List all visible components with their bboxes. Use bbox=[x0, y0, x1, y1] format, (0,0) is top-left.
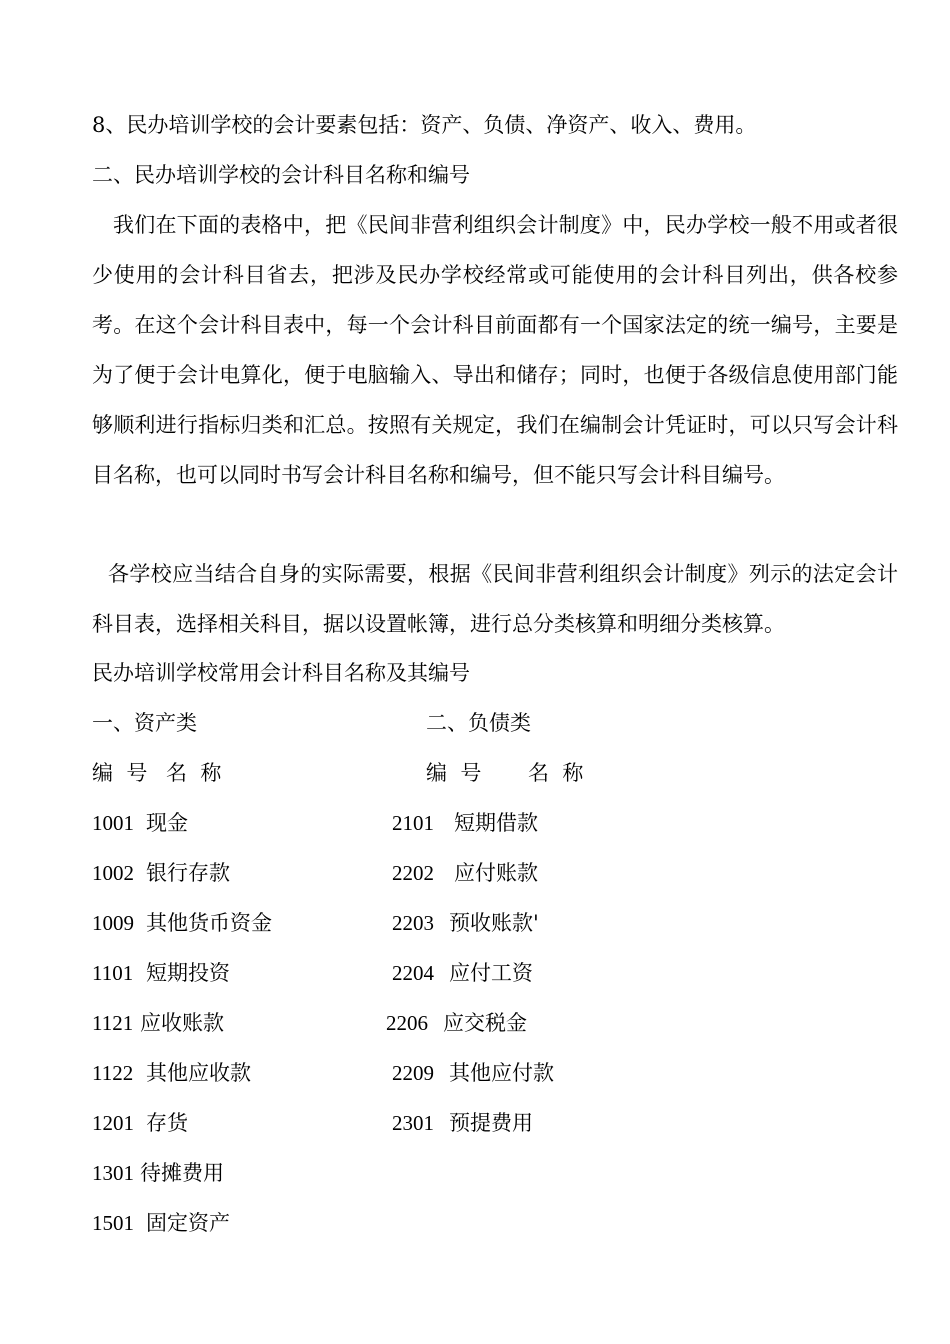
liability-code: 2206 bbox=[386, 1011, 428, 1035]
asset-name: 银行存款 bbox=[146, 861, 230, 885]
asset-code: 1101 bbox=[92, 961, 134, 985]
asset-name: 其他应收款 bbox=[146, 1061, 251, 1085]
assets-category-heading: 一、资产类 bbox=[92, 711, 197, 735]
liability-code: 2204 bbox=[392, 961, 434, 985]
asset-code: 1121 bbox=[92, 1011, 134, 1035]
assets-name-header: 名 称 bbox=[166, 761, 222, 785]
liability-name: 应付账款 bbox=[454, 861, 538, 885]
asset-name: 应收账款 bbox=[140, 1011, 224, 1035]
asset-name: 固定资产 bbox=[146, 1211, 230, 1235]
asset-name: 短期投资 bbox=[146, 961, 230, 985]
asset-name: 其他货币资金 bbox=[146, 911, 272, 935]
asset-code: 1501 bbox=[92, 1211, 134, 1235]
liability-code: 2203 bbox=[392, 911, 434, 935]
liability-code: 2301 bbox=[392, 1111, 434, 1135]
asset-code: 1001 bbox=[92, 811, 134, 835]
liability-name: 其他应付款 bbox=[449, 1061, 554, 1085]
section-2-title: 二、民办培训学校的会计科目名称和编号 bbox=[92, 163, 470, 187]
asset-name: 现金 bbox=[146, 811, 188, 835]
asset-code: 1002 bbox=[92, 861, 134, 885]
paragraph-1: 我们在下面的表格中，把《民间非营利组织会计制度》中，民办学校一般不用或者很少使用的会计科目省去，把涉及民办学校经常或可能使用的会计科目列出，供各校参考。在这个会计科目表中，每一个会计科目前面都有一个国家法定的统一编号，主要是为了便于会计电算化，便于电脑输入、导出和储存；同时，也便于各级信息使用部门能够顺利进行指标归类和汇总。按照有关规定，我们在编制会计凭证时，可以只写会计科目名称，也可以同时书写会计科目名称和编号，但不能只写会计科目编号。 bbox=[92, 213, 898, 487]
table-title: 民办培训学校常用会计科目名称及其编号 bbox=[92, 661, 470, 685]
liability-code: 2209 bbox=[392, 1061, 434, 1085]
asset-code: 1201 bbox=[92, 1111, 134, 1135]
liabilities-code-header: 编 号 bbox=[426, 761, 482, 785]
asset-code: 1122 bbox=[92, 1061, 134, 1085]
paragraph-2: 各学校应当结合自身的实际需要，根据《民间非营利组织会计制度》列示的法定会计科目表，选择相关科目，据以设置帐簿，进行总分类核算和明细分类核算。 bbox=[92, 562, 898, 636]
asset-code: 1301 bbox=[92, 1161, 134, 1185]
asset-name: 存货 bbox=[146, 1111, 188, 1135]
liability-name: 短期借款 bbox=[454, 811, 538, 835]
liability-name: 预提费用 bbox=[449, 1111, 533, 1135]
liabilities-name-header: 名 称 bbox=[528, 761, 584, 785]
asset-name: 待摊费用 bbox=[140, 1161, 224, 1185]
item-8-text: 8、民办培训学校的会计要素包括：资产、负债、净资产、收入、费用。 bbox=[92, 113, 757, 137]
liability-name: 应付工资 bbox=[449, 961, 533, 985]
asset-code: 1009 bbox=[92, 911, 134, 935]
liability-code: 2101 bbox=[392, 811, 434, 835]
liabilities-category-heading: 二、负债类 bbox=[426, 711, 531, 735]
liability-code: 2202 bbox=[392, 861, 434, 885]
assets-code-header: 编 号 bbox=[92, 761, 148, 785]
liability-name: 预收账款' bbox=[449, 911, 539, 935]
liability-name: 应交税金 bbox=[443, 1011, 527, 1035]
